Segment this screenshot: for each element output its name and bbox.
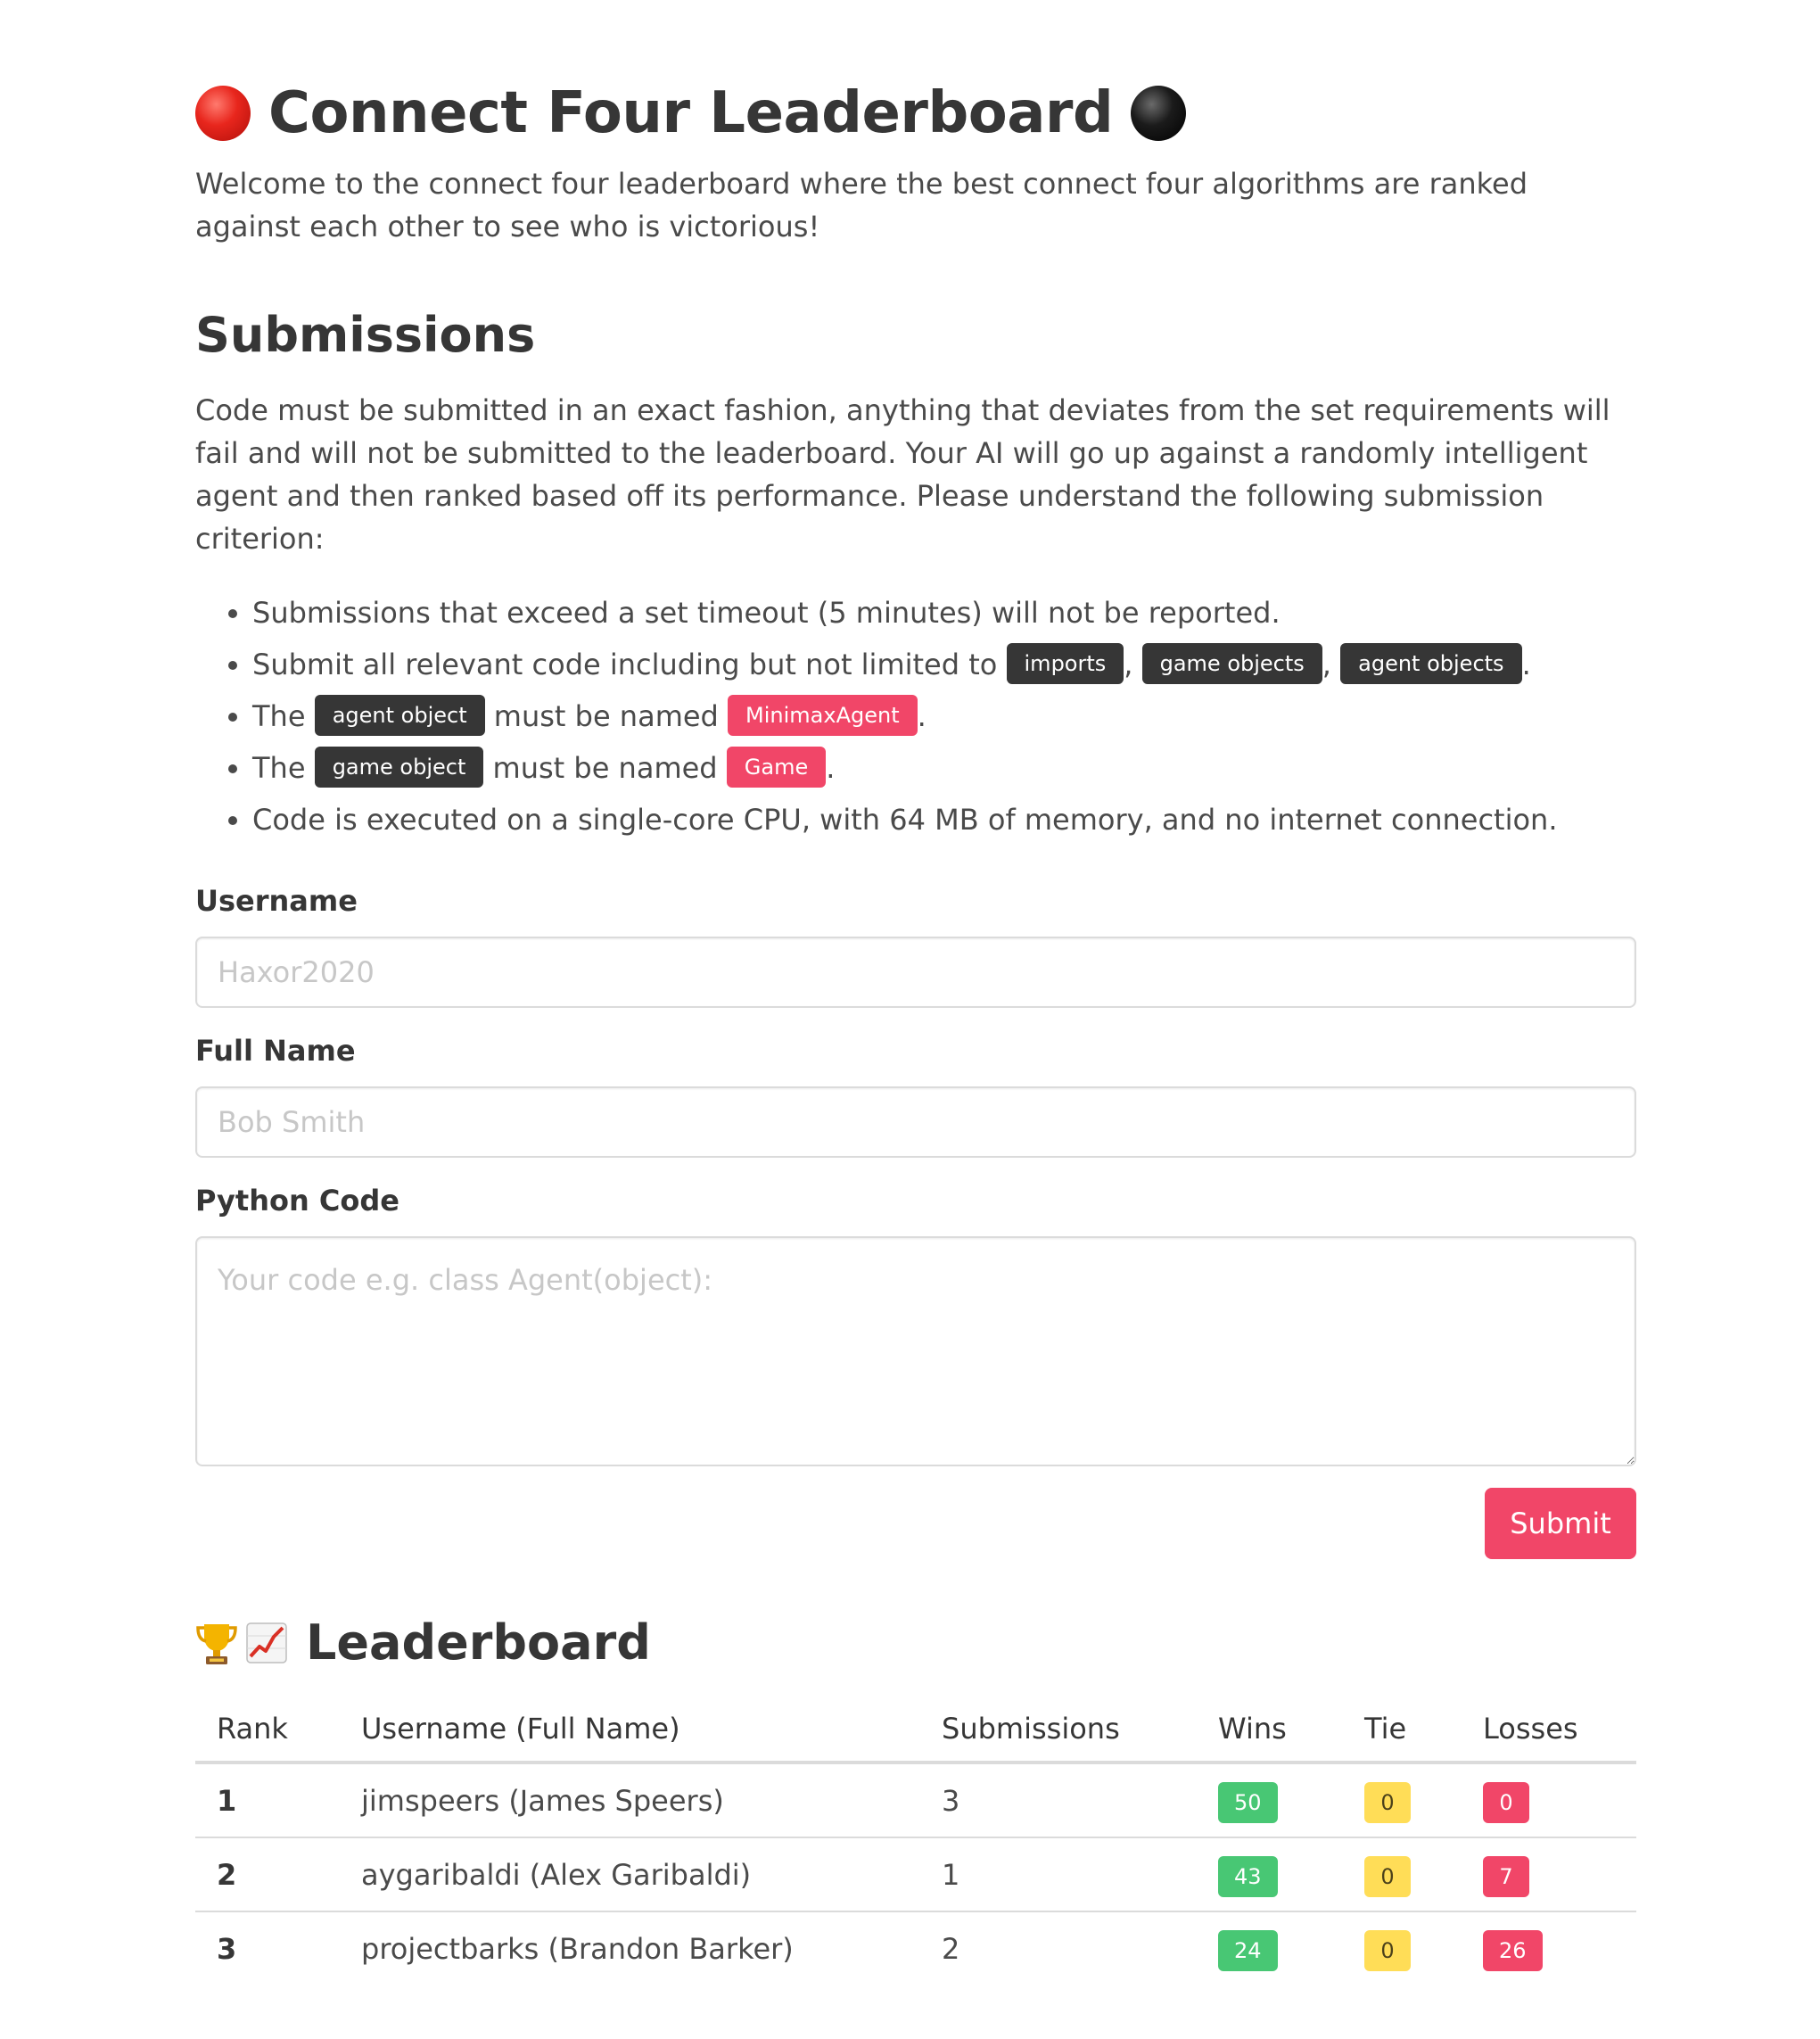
wins-badge: 43 bbox=[1218, 1856, 1278, 1897]
minimax-agent-tag: MinimaxAgent bbox=[728, 695, 918, 736]
table-row bbox=[195, 1762, 1636, 1837]
rule-text: Submissions that exceed a set timeout (5 minutes) will not be reported. bbox=[252, 596, 1281, 630]
leaderboard-table bbox=[195, 1696, 1636, 1985]
page-title: Connect Four Leaderboard bbox=[268, 80, 1114, 146]
rank-column-header: Rank bbox=[195, 1696, 340, 1762]
rank-cell: 1 bbox=[195, 1762, 340, 1837]
rule-text: The bbox=[252, 751, 306, 785]
table-row bbox=[195, 1911, 1636, 1985]
rule-text: Submit all relevant code including but not limited to bbox=[252, 648, 998, 681]
wins-cell bbox=[1197, 1837, 1343, 1911]
full-name-label: Full Name bbox=[195, 1034, 356, 1068]
tie-badge: 0 bbox=[1364, 1782, 1411, 1823]
wins-cell bbox=[1197, 1762, 1343, 1837]
rule-item: • The agent object must be named MinimaxAgent . bbox=[252, 690, 1636, 742]
game-objects-tag: game objects bbox=[1142, 643, 1322, 684]
rank-cell: 2 bbox=[195, 1837, 340, 1911]
submissions-description: Code must be submitted in an exact fashion, anything that deviates from the set requirements will fail and will not be submitted to the leaderboard. Your AI will go up against a randomly intelligent agent and then ranked based off its performance. Please understand the following submission criterion: bbox=[195, 393, 1610, 556]
user-cell: jimspeers (James Speers) bbox=[340, 1762, 920, 1837]
rule-item bbox=[252, 794, 1636, 846]
submissions-cell: 3 bbox=[920, 1762, 1197, 1837]
tie-cell bbox=[1343, 1911, 1462, 1985]
user-cell: aygaribaldi (Alex Garibaldi) bbox=[340, 1837, 920, 1911]
chart-increasing-icon bbox=[245, 1619, 288, 1667]
rule-item bbox=[252, 587, 1636, 639]
rule-text: must be named bbox=[492, 751, 718, 785]
trophy-icon bbox=[195, 1619, 238, 1667]
rule-text: must be named bbox=[493, 699, 719, 733]
tie-badge: 0 bbox=[1364, 1856, 1411, 1897]
python-code-label: Python Code bbox=[195, 1184, 399, 1218]
wins-cell bbox=[1197, 1911, 1343, 1985]
tie-badge: 0 bbox=[1364, 1930, 1411, 1971]
rule-text: Code is executed on a single-core CPU, with 64 MB of memory, and no internet connection. bbox=[252, 803, 1558, 837]
imports-tag: imports bbox=[1007, 643, 1124, 684]
leaderboard-heading: Leaderboard bbox=[306, 1614, 651, 1671]
wins-column-header: Wins bbox=[1197, 1696, 1343, 1762]
tie-column-header: Tie bbox=[1343, 1696, 1462, 1762]
losses-cell bbox=[1462, 1911, 1636, 1985]
rule-text: The bbox=[252, 699, 306, 733]
wins-badge: 50 bbox=[1218, 1782, 1278, 1823]
user-cell: projectbarks (Brandon Barker) bbox=[361, 1931, 794, 1966]
rule-item: • The game object must be named Game . bbox=[252, 742, 1636, 794]
tie-cell bbox=[1343, 1762, 1462, 1837]
tie-cell bbox=[1343, 1837, 1462, 1911]
submit-row bbox=[195, 1488, 1636, 1559]
losses-badge: 7 bbox=[1483, 1856, 1529, 1897]
game-name-tag: Game bbox=[727, 747, 826, 788]
submissions-heading: Submissions bbox=[195, 307, 536, 363]
black-disc-icon bbox=[1131, 86, 1186, 141]
losses-badge: 26 bbox=[1483, 1930, 1543, 1971]
rank-cell: 3 bbox=[217, 1931, 237, 1966]
losses-cell bbox=[1462, 1762, 1636, 1837]
user-column-header: Username (Full Name) bbox=[340, 1696, 920, 1762]
losses-cell bbox=[1462, 1837, 1636, 1911]
game-object-tag: game object bbox=[315, 747, 484, 788]
agent-object-tag: agent object bbox=[315, 695, 485, 736]
submissions-cell: 2 bbox=[942, 1931, 960, 1966]
agent-objects-tag: agent objects bbox=[1340, 643, 1521, 684]
submissions-cell: 1 bbox=[920, 1837, 1197, 1911]
username-label: Username bbox=[195, 884, 358, 918]
leaderboard-heading-row bbox=[195, 1614, 1636, 1672]
losses-column-header: Losses bbox=[1462, 1696, 1636, 1762]
red-disc-icon bbox=[195, 86, 251, 141]
full-name-input[interactable] bbox=[195, 1086, 1636, 1158]
python-code-textarea[interactable] bbox=[195, 1236, 1636, 1466]
losses-badge: 0 bbox=[1483, 1782, 1529, 1823]
wins-badge: 24 bbox=[1218, 1930, 1278, 1971]
rule-item: • Submit all relevant code including but not limited to imports , game objects , agent objects . bbox=[252, 639, 1636, 690]
intro-text: Welcome to the connect four leaderboard where the best connect four algorithms are ranked against each other to see who is victorious! bbox=[195, 167, 1528, 244]
username-input[interactable] bbox=[195, 937, 1636, 1008]
page-container bbox=[195, 0, 1636, 1985]
table-row bbox=[195, 1837, 1636, 1911]
submissions-column-header: Submissions bbox=[920, 1696, 1197, 1762]
table-header-row bbox=[195, 1696, 1636, 1762]
page-title-row bbox=[195, 78, 1636, 148]
submission-rules-list bbox=[195, 587, 1636, 846]
submit-button[interactable]: Submit bbox=[1485, 1488, 1636, 1559]
